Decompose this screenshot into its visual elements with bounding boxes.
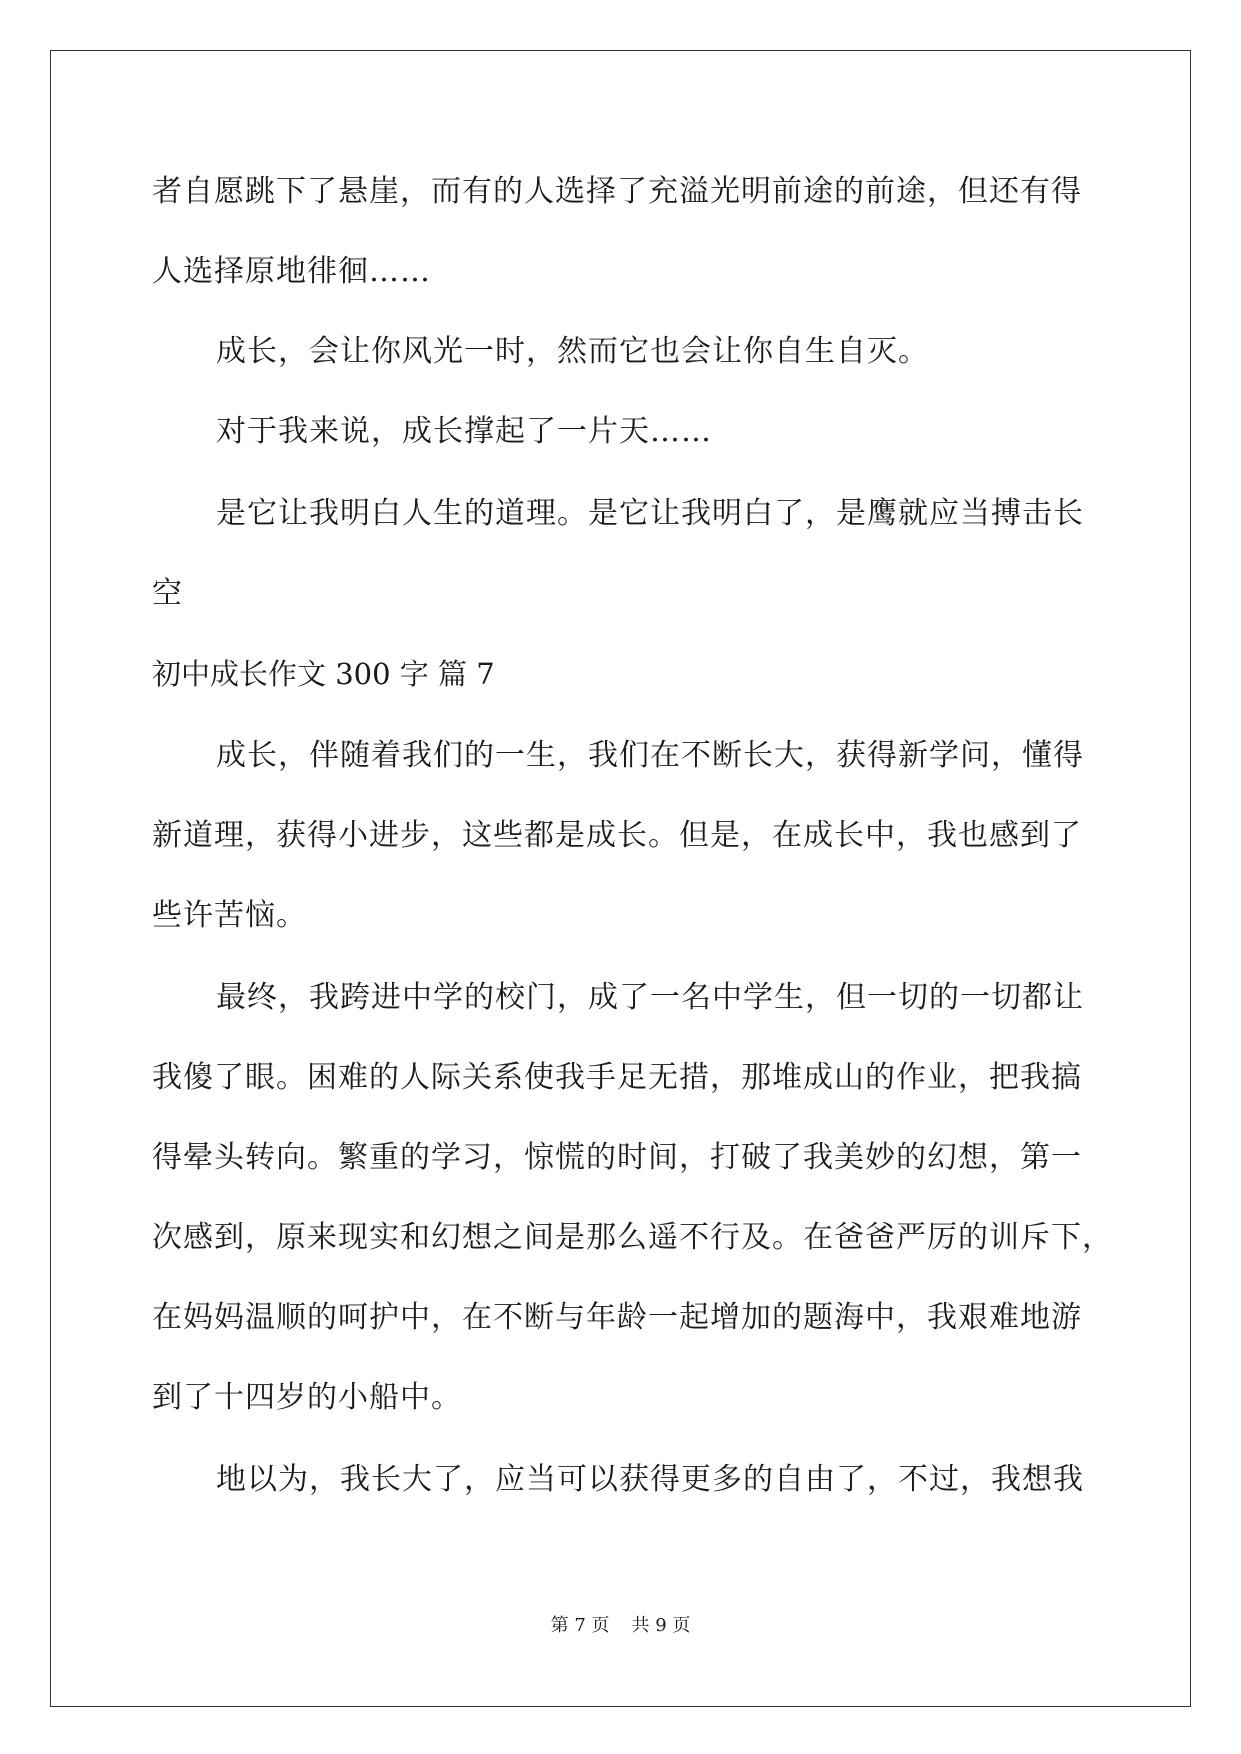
text-line: 对于我来说，成长撑起了一片天…… bbox=[216, 414, 712, 449]
text-line: 次感到，原来现实和幻想之间是那么遥不行及。在爸爸严厉的训斥下， bbox=[152, 1220, 1113, 1255]
text-line: 成长，会让你风光一时，然而它也会让你自生自灭。 bbox=[216, 334, 929, 369]
page-number: 第 7 页 bbox=[550, 1615, 610, 1636]
section-heading: 初中成长作文 300 字 篇 7 bbox=[152, 657, 495, 691]
text-line: 最终，我跨进中学的校门，成了一名中学生，但一切的一切都让 bbox=[216, 980, 1084, 1015]
text-line: 在妈妈温顺的呵护中，在不断与年龄一起增加的题海中，我艰难地游 bbox=[152, 1300, 1082, 1335]
text-line: 新道理，获得小进步，这些都是成长。但是，在成长中，我也感到了 bbox=[152, 818, 1082, 853]
page-total: 共 9 页 bbox=[631, 1615, 691, 1636]
text-line: 空 bbox=[152, 576, 183, 611]
page-footer bbox=[0, 1614, 1241, 1638]
text-line: 些许苦恼。 bbox=[152, 898, 307, 933]
text-line: 到了十四岁的小船中。 bbox=[152, 1380, 462, 1415]
text-line: 得晕头转向。繁重的学习，惊慌的时间，打破了我美妙的幻想，第一 bbox=[152, 1140, 1082, 1175]
text-line: 人选择原地徘徊…… bbox=[152, 254, 431, 289]
text-line: 我傻了眼。困难的人际关系使我手足无措，那堆成山的作业，把我搞 bbox=[152, 1060, 1082, 1095]
text-line: 者自愿跳下了悬崖，而有的人选择了充溢光明前途的前途，但还有得 bbox=[152, 174, 1082, 209]
page-border bbox=[50, 50, 1191, 1707]
text-line: 地以为，我长大了，应当可以获得更多的自由了，不过，我想我 bbox=[216, 1462, 1084, 1497]
text-line: 是它让我明白人生的道理。是它让我明白了，是鹰就应当搏击长 bbox=[216, 496, 1084, 531]
text-line: 成长，伴随着我们的一生，我们在不断长大，获得新学问，懂得 bbox=[216, 738, 1084, 773]
